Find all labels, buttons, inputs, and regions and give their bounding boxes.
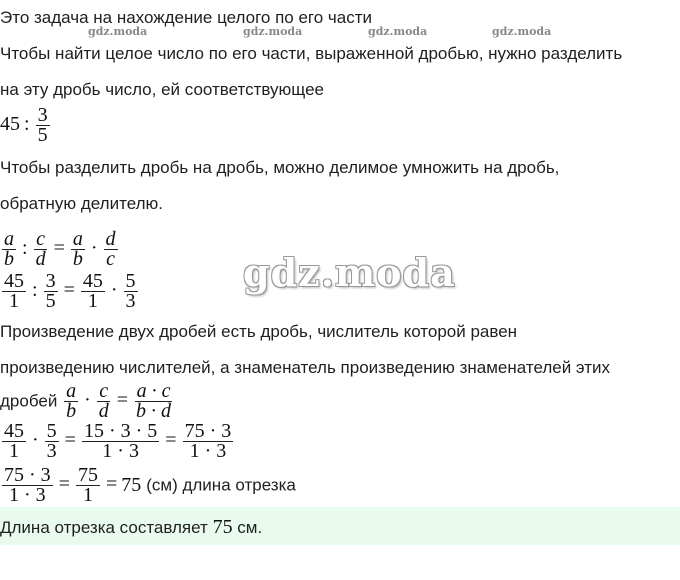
formula-45-div-3-5 xyxy=(0,106,52,145)
denominator: d xyxy=(98,400,109,422)
fraction xyxy=(104,230,118,269)
watermark-large: gdz.moda xyxy=(243,250,456,295)
fraction xyxy=(124,272,138,311)
watermark-small-3: gdz.moda xyxy=(368,25,428,38)
text-line-3: на эту дробь число, ей соответствующее xyxy=(0,80,324,99)
numerator: a xyxy=(4,228,14,250)
denominator: 1 · 3 xyxy=(9,484,46,506)
numerator: 75 · 3 xyxy=(184,420,232,442)
dot-sign: · xyxy=(84,389,91,412)
denominator: 1 xyxy=(87,290,98,312)
formula-product-numeric xyxy=(0,422,235,461)
numerator: a xyxy=(72,228,83,250)
denominator: b · d xyxy=(136,400,172,422)
fraction xyxy=(2,230,16,269)
text-line-5: обратную делителю. xyxy=(0,194,163,213)
numerator: a · c xyxy=(136,380,171,402)
numerator: 5 xyxy=(46,420,57,442)
numerator: 5 xyxy=(125,270,136,292)
text-line-1: Это задача на нахождение целого по его части xyxy=(0,8,373,27)
numerator: 75 · 3 xyxy=(4,464,51,486)
formula-general-division xyxy=(0,230,120,269)
denominator: 5 xyxy=(45,290,56,312)
result-number: 75 xyxy=(121,474,142,496)
text-line-4: Чтобы разделить дробь на дробь, можно делимое умножить на дробь, xyxy=(0,158,560,177)
dot-sign: · xyxy=(90,237,98,260)
fraction xyxy=(134,382,173,421)
fraction xyxy=(82,422,159,461)
denominator: 1 xyxy=(9,290,19,312)
dot-sign: · xyxy=(32,429,39,452)
fraction xyxy=(71,230,85,269)
answer-text-pre: Длина отрезка составляет xyxy=(0,518,208,537)
numerator: 15 · 3 · 5 xyxy=(83,420,158,442)
fraction xyxy=(76,466,100,505)
text-line-6: Произведение двух дробей есть дробь, числитель которой равен xyxy=(0,322,518,341)
answer-line xyxy=(0,516,262,539)
answer-text-post: см. xyxy=(237,518,263,537)
denominator: b xyxy=(72,248,83,270)
denominator: 1 · 3 xyxy=(102,440,139,462)
denominator: 1 xyxy=(9,440,19,462)
equals-sign: = xyxy=(53,237,65,260)
result-tail: (см) длина отрезка xyxy=(146,475,296,495)
numerator: 75 xyxy=(77,464,98,486)
number: 45 xyxy=(0,113,20,136)
fraction xyxy=(64,382,78,421)
numerator: c xyxy=(36,228,45,250)
watermark-small-2: gdz.moda xyxy=(243,25,303,38)
text-line-8: дробей xyxy=(0,391,58,411)
fraction xyxy=(183,422,234,461)
colon-sign: : xyxy=(32,279,38,302)
equals-sign: = xyxy=(63,279,75,302)
numerator: 3 xyxy=(45,270,56,292)
denominator: 3 xyxy=(46,440,57,462)
text-line-7: произведению числителей, а знаменатель произведению знаменателей этих xyxy=(0,358,611,377)
numerator: 45 xyxy=(4,420,24,442)
equals-sign: = xyxy=(64,429,76,452)
numerator: 45 xyxy=(82,270,103,292)
colon-sign: : xyxy=(24,113,30,136)
text-line-2: Чтобы найти целое число по его части, выраженной дробью, нужно разделить xyxy=(0,44,623,63)
numerator: c xyxy=(99,380,109,402)
fraction xyxy=(2,422,26,461)
denominator: 1 xyxy=(82,484,93,506)
formula-numeric-division xyxy=(0,272,140,311)
fraction xyxy=(2,466,53,505)
equals-sign: = xyxy=(116,389,129,412)
denominator: 1 · 3 xyxy=(189,440,227,462)
formula-product-rule xyxy=(0,382,175,421)
denominator: 3 xyxy=(125,290,136,312)
fraction xyxy=(36,106,50,145)
dot-sign: · xyxy=(110,279,118,302)
numerator: 3 xyxy=(37,104,48,126)
formula-result xyxy=(0,466,296,505)
fraction xyxy=(45,422,59,461)
fraction xyxy=(97,382,111,421)
denominator: c xyxy=(106,248,115,270)
equals-sign: = xyxy=(165,429,177,452)
fraction xyxy=(44,272,58,311)
numerator: 45 xyxy=(4,270,24,292)
watermark-small-1: gdz.moda xyxy=(88,25,148,38)
numerator: a xyxy=(66,380,77,402)
equals-sign: = xyxy=(58,473,70,496)
colon-sign: : xyxy=(22,237,28,260)
fraction xyxy=(81,272,105,311)
watermark-small-4: gdz.moda xyxy=(492,25,552,38)
fraction xyxy=(34,230,48,269)
denominator: 5 xyxy=(37,124,48,146)
answer-number: 75 xyxy=(212,516,233,538)
fraction xyxy=(2,272,26,311)
denominator: b xyxy=(66,400,77,422)
equals-sign: = xyxy=(105,473,118,496)
numerator: d xyxy=(105,228,116,250)
denominator: b xyxy=(4,248,14,270)
denominator: d xyxy=(35,248,46,270)
